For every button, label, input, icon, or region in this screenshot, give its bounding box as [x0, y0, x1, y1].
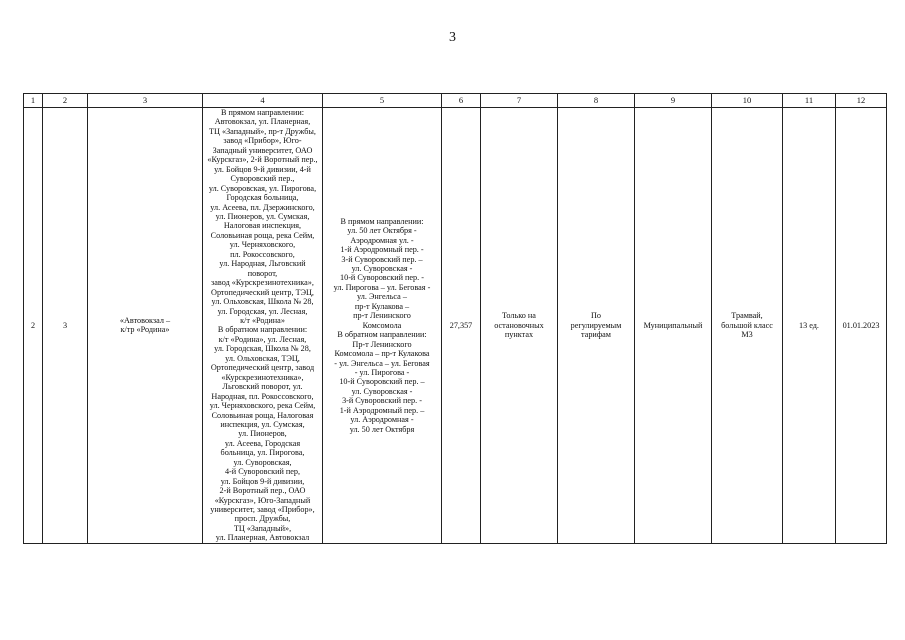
- tariff-line: регулируемым: [570, 320, 622, 330]
- street-line: ул. 50 лет Октября: [349, 424, 415, 434]
- stop-line: пл. Рокоссовского,: [230, 249, 295, 259]
- route-name-line: «Автовокзал –: [119, 315, 171, 325]
- stop-line: ул. Ольховская, Школа № 28,: [211, 297, 314, 307]
- stop-line: В обратном направлении:: [217, 325, 308, 335]
- route-streets-cell: [323, 108, 442, 544]
- street-line: - ул. Пирогова -: [354, 367, 410, 377]
- stop-line: к/т «Родина»: [240, 315, 285, 325]
- column-number-cell: 12: [836, 94, 887, 108]
- street-line: ул. Энгельса –: [357, 292, 407, 302]
- street-line: 10-й Суворовский пер. –: [339, 377, 425, 387]
- stop-line: ул. Народная, Льговский: [219, 259, 306, 269]
- stop-line: Налоговая инспекция,: [223, 221, 302, 231]
- stop-line: ТЦ «Западный», пр-т Дружбы,: [209, 126, 316, 136]
- stop-line: Западный университет, ОАО: [212, 145, 313, 155]
- stop-line: «Курскгаз», Юго-Западный: [214, 495, 311, 505]
- stop-line: ул. Пионеров,: [238, 429, 287, 439]
- column-number-cell: 1: [24, 94, 43, 108]
- street-line: ул. Суворовская -: [351, 263, 413, 273]
- stop-line: ул. Пионеров, ул. Сумская,: [215, 211, 310, 221]
- row-number-cell: 2: [24, 108, 43, 544]
- boarding-line: остановочных: [494, 320, 544, 330]
- route-length-cell: 27,357: [442, 108, 481, 544]
- stop-line: ул. Черняховского, река Сейм,: [209, 401, 316, 411]
- stop-line: инспекция, ул. Сумская,: [220, 419, 305, 429]
- street-line: Пр-т Ленинского: [352, 339, 412, 349]
- start-date-cell: 01.01.2023: [836, 108, 887, 544]
- route-stops-cell: [203, 108, 323, 544]
- street-line: пр-т Кулакова –: [354, 301, 410, 311]
- column-number-cell: 8: [558, 94, 635, 108]
- stop-line: «Курскгаз», 2-й Воротный пер.,: [207, 155, 318, 165]
- stop-line: ул. Городская, ул. Лесная,: [217, 306, 308, 316]
- column-number-cell: 11: [783, 94, 836, 108]
- column-number-cell: 6: [442, 94, 481, 108]
- stop-line: Народная, пл. Рокоссовского,: [211, 391, 314, 401]
- stop-line: Городская больница,: [226, 193, 299, 203]
- route-registry-table: [23, 93, 887, 544]
- street-line: Комсомола – пр-т Кулакова: [334, 349, 430, 359]
- street-line: 3-й Суворовский пер. -: [342, 396, 422, 406]
- stop-line: больница, ул. Пирогова,: [220, 448, 305, 458]
- street-line: 1-й Аэродромный пер. -: [340, 245, 424, 255]
- street-line: Комсомола: [362, 320, 402, 330]
- street-line: ул. Суворовская -: [351, 386, 413, 396]
- stop-line: завод «Прибор», Юго-: [223, 136, 302, 146]
- stop-line: ул. Бойцов 9-й дивизии,: [220, 476, 305, 486]
- street-line: 1-й Аэродромный пер. –: [339, 405, 425, 415]
- stop-line: Соловьиная роща, Налоговая: [211, 410, 314, 420]
- stop-line: ул. Городская, Школа № 28,: [214, 344, 311, 354]
- boarding-procedure-cell: [481, 108, 558, 544]
- route-name-line: к/тр «Родина»: [120, 325, 170, 335]
- stop-line: ул. Бойцов 9-й дивизии, 4-й: [214, 164, 311, 174]
- route-number-cell: 3: [43, 108, 88, 544]
- stop-line: ул. Суворовская, ул. Пирогова,: [208, 183, 317, 193]
- stop-line: 4-й Суворовский пер,: [224, 467, 301, 477]
- stop-line: Льговский поворот, ул.: [222, 382, 303, 392]
- stop-line: ул. Асеева, пл. Дзержинского,: [210, 202, 315, 212]
- street-line: В обратном направлении:: [337, 330, 427, 340]
- tariff-line: По: [590, 311, 601, 321]
- stop-line: ул. Асеева, Городская: [224, 438, 301, 448]
- boarding-line: Только на: [502, 311, 536, 321]
- stop-line: ул. Ольховская, ТЭЦ,: [225, 353, 300, 363]
- street-line: 3-й Суворовский пер. –: [341, 254, 423, 264]
- stop-line: Суворовский пер.,: [230, 174, 295, 184]
- scan-edge-mark: [897, 631, 899, 638]
- stop-line: поворот,: [247, 268, 278, 278]
- stop-line: Автовокзал, ул. Планерная,: [214, 117, 311, 127]
- street-line: В прямом направлении:: [340, 216, 424, 226]
- page-number: 3: [449, 30, 456, 45]
- vehicle-line: М3: [741, 330, 753, 340]
- stop-line: Соловьиная роща, река Сейм,: [210, 230, 315, 240]
- column-number-row: [24, 94, 887, 108]
- column-number-cell: 5: [323, 94, 442, 108]
- column-number-cell: 9: [635, 94, 712, 108]
- stop-line: просп. Дружбы,: [234, 514, 291, 524]
- vehicle-class-cell: [712, 108, 783, 544]
- route-row: [24, 108, 887, 544]
- street-line: ул. 50 лет Октября -: [347, 226, 417, 236]
- stop-line: ул. Суворовская,: [233, 457, 292, 467]
- street-line: ул. Пирогова – ул. Беговая -: [333, 282, 431, 292]
- route-name-cell: [88, 108, 203, 544]
- vehicle-line: большой класс: [721, 320, 773, 330]
- street-line: 10-й Суворовский пер. -: [340, 273, 424, 283]
- column-number-cell: 7: [481, 94, 558, 108]
- street-line: ул. Аэродромная -: [350, 415, 414, 425]
- vehicle-line: Трамвай,: [731, 311, 763, 321]
- vehicle-count-cell: 13 ед.: [783, 108, 836, 544]
- column-number-cell: 10: [712, 94, 783, 108]
- tariff-line: тарифам: [581, 330, 611, 340]
- street-line: Аэродромная ул. -: [350, 235, 414, 245]
- stop-line: ул. Планерная, Автовокзал: [215, 533, 310, 543]
- column-number-cell: 4: [203, 94, 323, 108]
- tariff-type-cell: [558, 108, 635, 544]
- stop-line: Ортопедический центр, ТЭЦ,: [211, 287, 314, 297]
- stop-line: ТЦ «Западный»,: [233, 523, 292, 533]
- transport-type-cell: Муниципальный: [635, 108, 712, 544]
- street-line: - ул. Энгельса – ул. Беговая: [334, 358, 430, 368]
- stop-line: завод «Курскрезинотехника»,: [211, 278, 314, 288]
- column-number-cell: 2: [43, 94, 88, 108]
- street-line: пр-т Ленинского: [353, 311, 411, 321]
- boarding-line: пунктах: [504, 330, 534, 340]
- stop-line: 2-й Воротный пер., ОАО: [219, 486, 306, 496]
- stop-line: ул. Черняховского,: [229, 240, 296, 250]
- stop-line: В прямом направлении:: [220, 108, 304, 117]
- column-number-cell: 3: [88, 94, 203, 108]
- stop-line: Ортопедический центр, завод: [210, 363, 315, 373]
- stop-line: университет, завод «Прибор»,: [210, 505, 315, 515]
- stop-line: к/т «Родина», ул. Лесная,: [218, 334, 307, 344]
- stop-line: «Курскрезинотехника»,: [221, 372, 304, 382]
